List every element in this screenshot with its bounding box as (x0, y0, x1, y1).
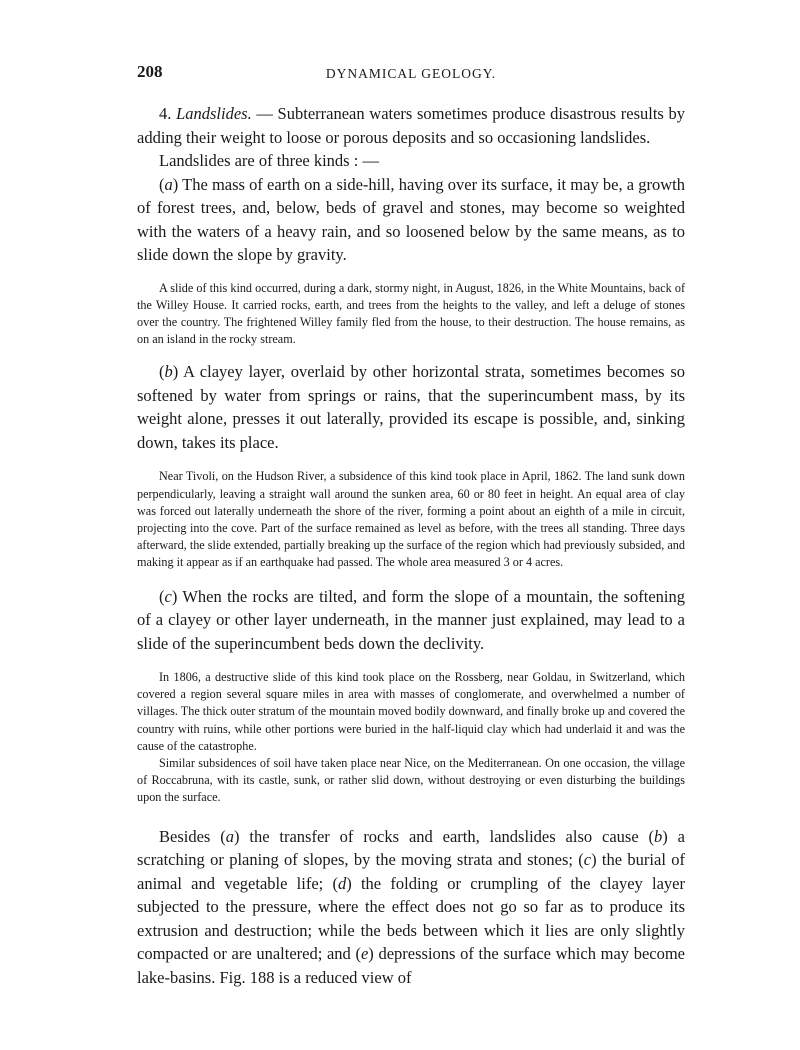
page-header (137, 62, 685, 90)
kind-a-text: The mass of earth on a side-hill, having over its surface, it may be, a growth of forest trees, and, below, beds of gravel and stones, may become so weighted with the waters of a heavy rain, and so loosened below by the same means, as to slide down the slope by gravity. (137, 174, 685, 264)
kind-a-marker: a (164, 174, 173, 194)
besides-marker-d: d (337, 873, 347, 893)
kind-c-text: When the rocks are tilted, and form the slope of a mountain, the softening of a clayey or other layer underneath, in the manner just explained, may lead to a slide of the superincumbent beds down the declivity. (137, 586, 685, 653)
kind-b-text: A clayey layer, overlaid by other horizontal strata, sometimes becomes so softened by water from springs or rains, that the superincumbent mass, by its weight alone, presses it out laterally, provided its escape is possible, and, sinking down, takes its place. (137, 362, 685, 452)
book-page (137, 62, 685, 989)
kind-c-paragraph: (c) When the rocks are tilted, and form the slope of a mountain, the softening of a clayey or other layer underneath, in the manner just explained, may lead to a slide of the superincumbent beds down the declivity. (137, 586, 685, 653)
besides-marker-e: e (360, 944, 369, 964)
besides-text-5: ) the folding or crumpling of the clayey layer subjected to the pressure, where the effect does not go so far as to produce its extrusion and destruction; while the beds between which it lies are only slightly compacted or are unaltered; and ( (137, 873, 685, 964)
besides-text-3: ) a scratching or planing of slopes, by the moving strata and stones; ( (137, 826, 685, 870)
besides-marker-a: a (225, 826, 234, 846)
section-intro: — Subterranean waters sometimes produce disastrous results by adding their weight to loose or porous deposits and so occasioning landslides. (137, 104, 686, 147)
section-paragraph (137, 102, 685, 149)
section-title: Landslides. (176, 104, 252, 123)
kind-b-note: Near Tivoli, on the Hudson River, a subsidence of this kind took place in April, 1862. The land sunk down perpendicularly, leaving a straight wall around the sunken area, 60 or 80 feet in height. An equal area of clay was forced out laterally underneath the shore of the river, forming a point about an eighth of a mile in circuit, projecting into the cove. Part of the surface remained as level as before, with the trees all standing. Three days afterward, the slide extended, partially breaking up the surface of the region which had previously subsided, and making it appear as if an earthquake had passed. The whole area measured 3 or 4 acres. (137, 469, 685, 570)
kind-a-paragraph: (a) The mass of earth on a side-hill, having over its surface, it may be, a growth of forest trees, and, below, beds of gravel and stones, may become so weighted with the waters of a heavy rain, and so loosened below by the same means, as to slide down the slope by gravity. (137, 174, 685, 264)
besides-marker-b: b (654, 826, 663, 846)
besides-text-6: ) depressions of the surface which may become lake-basins. Fig. 188 is a reduced view of (137, 944, 685, 987)
besides-marker-c: c (583, 850, 592, 870)
running-title: DYNAMICAL GEOLOGY. (325, 66, 497, 81)
kind-c-note-nice: Similar subsidences of soil have taken place near Nice, on the Mediterranean. On one occasion, the village of Roccabruna, with its castle, sunk, or rather slid down, without destroying or even disturbing the buildings upon the surface. (137, 756, 685, 805)
section-number: 4. (159, 104, 172, 123)
besides-paragraph (137, 825, 685, 990)
kind-c-note-rossberg: In 1806, a destructive slide of this kind took place on the Rossberg, near Goldau, in Switzerland, which covered a region several square miles in area with masses of conglomerate, and overwhelmed a number of villages. The thick outer stratum of the mountain moved bodily downward, and finally broke up and covered the country with ruins, while other portions were buried in the half-liquid clay which had underlaid it and was the cause of the catastrophe. (137, 670, 685, 753)
kind-c-marker: c (164, 586, 172, 606)
besides-text-1: Besides ( (159, 826, 226, 846)
besides-text-2: ) the transfer of rocks and earth, landslides also cause ( (233, 826, 655, 846)
kind-a-note: A slide of this kind occurred, during a dark, stormy night, in August, 1826, in the White Mountains, back of the Willey House. It carried rocks, earth, and trees from the heights to the valley, and left a deluge of stones over the country. The frightened Willey family fled from the house, to their destruction. The house remains, as on an island in the rocky stream. (137, 280, 685, 347)
kind-b-paragraph: (b) A clayey layer, overlaid by other horizontal strata, sometimes becomes so softened by water from springs or rains, that the superincumbent mass, by its weight alone, presses it out laterally, provided its escape is possible, and, sinking down, takes its place. (137, 362, 685, 452)
page-number: 208 (137, 62, 163, 81)
kinds-intro: Landslides are of three kinds : — (159, 151, 379, 170)
besides-text-4: ) the burial of animal and vegetable life; ( (137, 850, 685, 893)
kind-b-marker: b (164, 362, 173, 382)
